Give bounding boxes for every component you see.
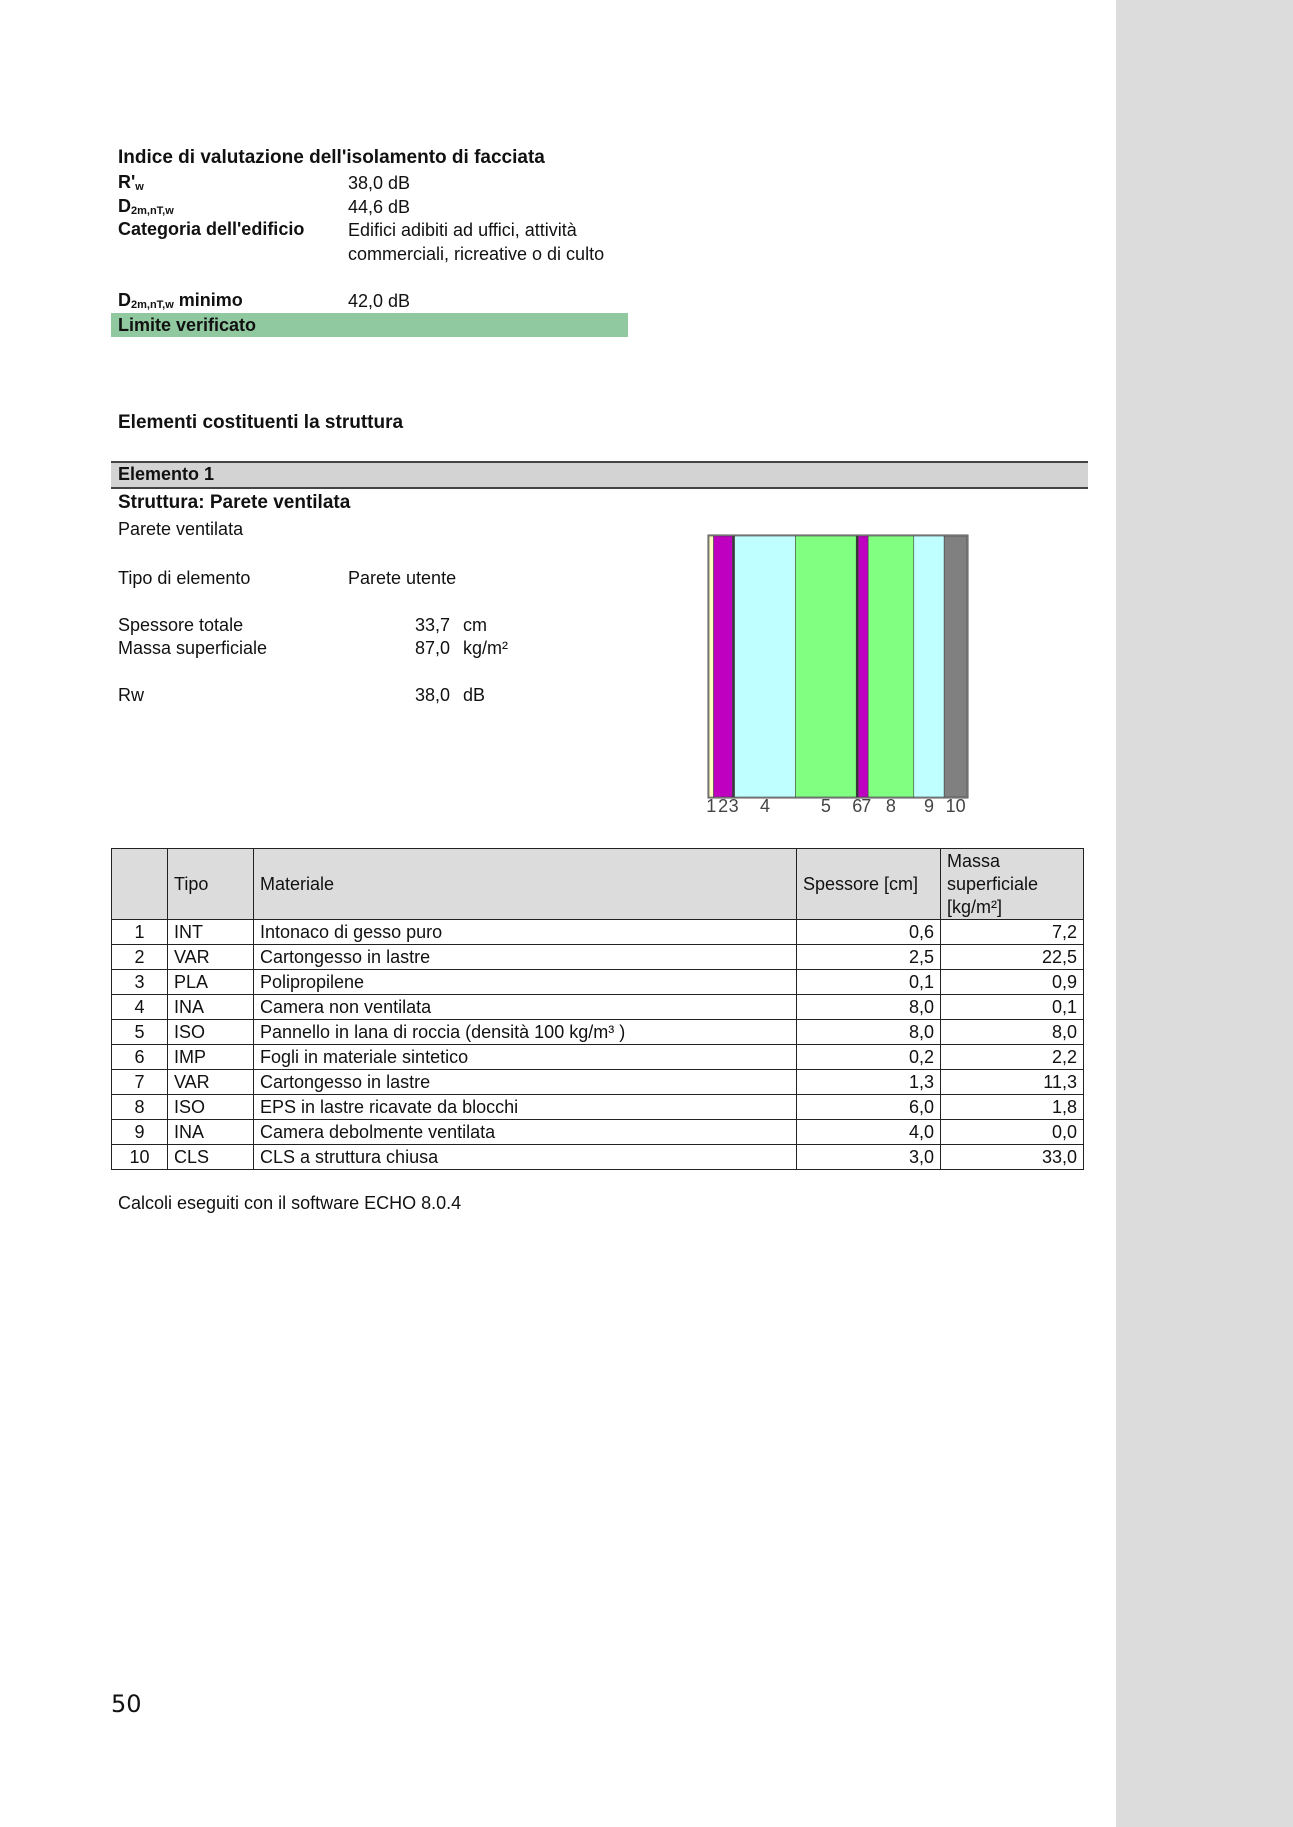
header-massa: Massa superficiale [kg/m²]	[941, 849, 1084, 920]
total-thickness-unit: cm	[463, 615, 487, 635]
total-thickness-value: 33,7	[414, 615, 450, 635]
table-row	[112, 1070, 1084, 1095]
layer-rect-7	[858, 536, 868, 797]
building-category-value: Edifici adibiti ad uffici, attività commerciali, ricreative o di culto	[348, 220, 605, 264]
layer-label-9: 9	[923, 796, 934, 816]
row-tipo: VAR	[168, 945, 254, 970]
surface-mass-value: 87,0	[414, 638, 450, 658]
layer-label-4: 4	[759, 796, 770, 816]
right-margin-band	[1116, 0, 1293, 1827]
d2m-value: 44,6 dB	[348, 197, 411, 217]
row-tipo: INA	[168, 1120, 254, 1145]
rw-structure-label: Rw	[118, 685, 144, 705]
row-massa: 22,5	[941, 945, 1084, 970]
row-massa: 0,0	[941, 1120, 1084, 1145]
row-massa: 7,2	[941, 920, 1084, 945]
table-header-row	[112, 849, 1084, 920]
row-materiale: Camera non ventilata	[254, 995, 797, 1020]
layer-rect-1	[709, 536, 714, 797]
layer-rect-10	[944, 536, 967, 797]
row-number: 1	[112, 920, 168, 945]
row-spessore: 2,5	[797, 945, 941, 970]
row-spessore: 0,1	[797, 970, 941, 995]
layer-section-diagram	[700, 530, 980, 820]
row-materiale: Pannello in lana di roccia (densità 100 kg/m³ )	[254, 1020, 797, 1045]
row-tipo: CLS	[168, 1145, 254, 1170]
element-header	[111, 461, 1088, 489]
total-thickness-label: Spessore totale	[118, 615, 244, 635]
table-row	[112, 1020, 1084, 1045]
layer-label-10: 10	[945, 796, 966, 816]
layer-label-3: 3	[728, 796, 739, 816]
table-row	[112, 1145, 1084, 1170]
table-row	[112, 1045, 1084, 1070]
surface-mass-label: Massa superficiale	[118, 638, 268, 658]
row-tipo: ISO	[168, 1095, 254, 1120]
layer-label-5: 5	[820, 796, 831, 816]
row-tipo: VAR	[168, 1070, 254, 1095]
layer-label-2: 2	[718, 796, 729, 816]
table-row	[112, 970, 1084, 995]
row-number: 10	[112, 1145, 168, 1170]
row-spessore: 8,0	[797, 995, 941, 1020]
table-row	[112, 1095, 1084, 1120]
row-number: 9	[112, 1120, 168, 1145]
structure-description: Parete ventilata	[118, 519, 244, 539]
header-spessore: Spessore [cm]	[797, 849, 941, 920]
surface-mass-unit: kg/m²	[463, 638, 508, 658]
table-row	[112, 945, 1084, 970]
row-massa: 0,1	[941, 995, 1084, 1020]
row-spessore: 1,3	[797, 1070, 941, 1095]
d2m-minimum-value: 42,0 dB	[348, 291, 411, 311]
row-number: 6	[112, 1045, 168, 1070]
facade-section-title: Indice di valutazione dell'isolamento di facciata	[118, 147, 545, 168]
row-spessore: 0,2	[797, 1045, 941, 1070]
rw-structure-unit: dB	[463, 685, 486, 705]
rw-value: 38,0 dB	[348, 173, 411, 193]
rw-structure-value: 38,0	[414, 685, 450, 705]
row-number: 3	[112, 970, 168, 995]
table-row	[112, 995, 1084, 1020]
layer-rect-4	[735, 536, 796, 797]
row-materiale: CLS a struttura chiusa	[254, 1145, 797, 1170]
header-tipo: Tipo	[168, 849, 254, 920]
row-massa: 11,3	[941, 1070, 1084, 1095]
d2m-label: $D_{2m,nT,w}$	[118, 196, 174, 217]
row-tipo: IMP	[168, 1045, 254, 1070]
row-tipo: INA	[168, 995, 254, 1020]
layers-table	[111, 848, 1084, 1170]
row-tipo: ISO	[168, 1020, 254, 1045]
layer-rect-8	[868, 536, 914, 797]
header-num	[112, 849, 168, 920]
row-number: 8	[112, 1095, 168, 1120]
layer-label-8: 8	[885, 796, 896, 816]
row-spessore: 8,0	[797, 1020, 941, 1045]
structure-label: Struttura: Parete ventilata	[118, 492, 351, 513]
row-number: 7	[112, 1070, 168, 1095]
row-spessore: 3,0	[797, 1145, 941, 1170]
rw-label: $R'_w$	[118, 172, 144, 193]
row-materiale: Fogli in materiale sintetico	[254, 1045, 797, 1070]
element-header-label: Elemento 1	[118, 464, 215, 484]
row-number: 2	[112, 945, 168, 970]
verdict-text: Limite verificato	[118, 315, 257, 335]
row-massa: 33,0	[941, 1145, 1084, 1170]
table-row	[112, 1120, 1084, 1145]
d2m-minimum-label: $D_{2m,nT,w}$ minimo	[118, 290, 243, 311]
row-materiale: EPS in lastre ricavate da blocchi	[254, 1095, 797, 1120]
row-massa: 8,0	[941, 1020, 1084, 1045]
layer-rect-9	[914, 536, 944, 797]
building-category-label: Categoria dell'edificio	[118, 219, 305, 239]
header-materiale: Materiale	[254, 849, 797, 920]
structure-section-title: Elementi costituenti la struttura	[118, 412, 404, 433]
row-number: 4	[112, 995, 168, 1020]
row-materiale: Intonaco di gesso puro	[254, 920, 797, 945]
row-spessore: 6,0	[797, 1095, 941, 1120]
layer-label-6: 6	[852, 796, 863, 816]
footer-note: Calcoli eseguiti con il software ECHO 8.0.4	[118, 1193, 462, 1213]
row-materiale: Polipropilene	[254, 970, 797, 995]
element-type-label: Tipo di elemento	[118, 568, 251, 588]
row-materiale: Cartongesso in lastre	[254, 1070, 797, 1095]
row-number: 5	[112, 1020, 168, 1045]
layer-rect-5	[795, 536, 856, 797]
layer-label-7: 7	[861, 796, 872, 816]
row-spessore: 0,6	[797, 920, 941, 945]
element-type-value: Parete utente	[348, 568, 457, 588]
row-materiale: Cartongesso in lastre	[254, 945, 797, 970]
table-row	[112, 920, 1084, 945]
row-materiale: Camera debolmente ventilata	[254, 1120, 797, 1145]
row-massa: 0,9	[941, 970, 1084, 995]
row-spessore: 4,0	[797, 1120, 941, 1145]
row-massa: 1,8	[941, 1095, 1084, 1120]
page-number: 50	[111, 1690, 142, 1718]
layer-label-1: 1	[706, 796, 717, 816]
row-massa: 2,2	[941, 1045, 1084, 1070]
row-tipo: INT	[168, 920, 254, 945]
row-tipo: PLA	[168, 970, 254, 995]
layer-rect-2	[714, 536, 733, 797]
